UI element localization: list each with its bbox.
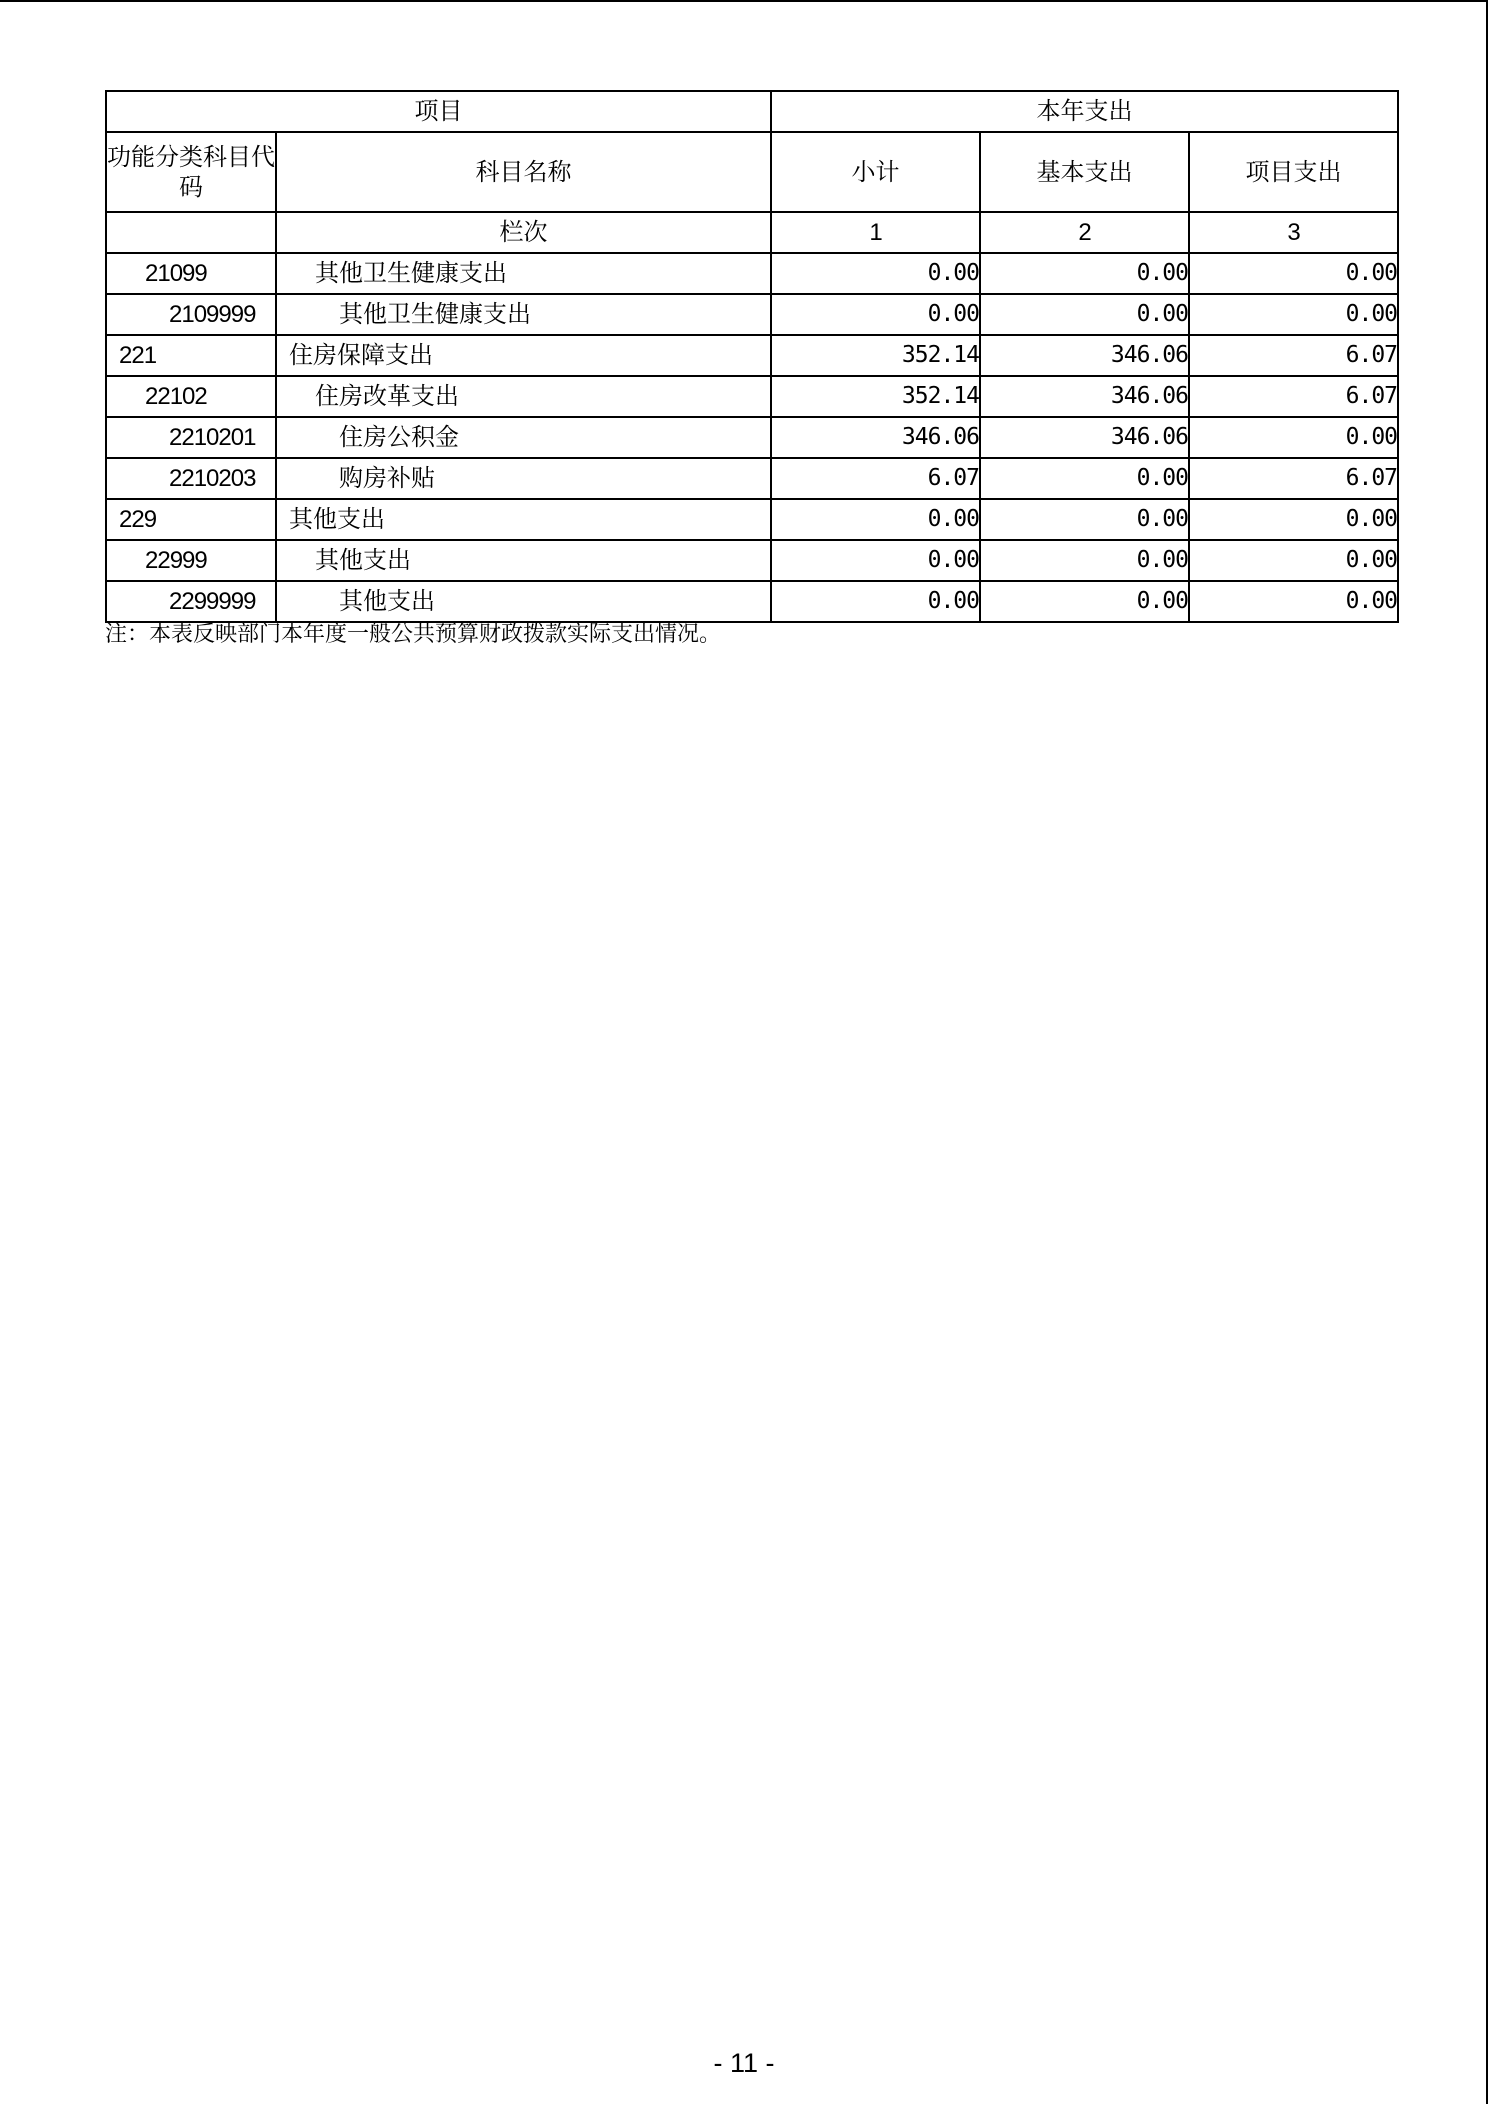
header-project-expense: 项目支出 bbox=[1189, 132, 1398, 212]
row-basic-expense: 0.00 bbox=[980, 458, 1189, 499]
table-row bbox=[106, 335, 1398, 376]
row-project-expense: 0.00 bbox=[1189, 294, 1398, 335]
header-subtotal: 小计 bbox=[771, 132, 980, 212]
row-name: 住房保障支出 bbox=[276, 335, 771, 376]
header-row-2 bbox=[106, 132, 1398, 212]
row-name: 其他卫生健康支出 bbox=[276, 294, 771, 335]
table-note: 注：本表反映部门本年度一般公共预算财政拨款实际支出情况。 bbox=[105, 622, 722, 647]
row-code: 2109999 bbox=[106, 294, 276, 335]
row-project-expense: 0.00 bbox=[1189, 540, 1398, 581]
row-project-expense: 6.07 bbox=[1189, 458, 1398, 499]
table-row bbox=[106, 376, 1398, 417]
table-row bbox=[106, 499, 1398, 540]
row-code: 2299999 bbox=[106, 581, 276, 622]
table-row bbox=[106, 294, 1398, 335]
row-basic-expense: 0.00 bbox=[980, 253, 1189, 294]
header-column-1: 1 bbox=[771, 212, 980, 253]
page-number: - 11 - bbox=[713, 2048, 775, 2078]
header-column-3: 3 bbox=[1189, 212, 1398, 253]
row-code: 2210203 bbox=[106, 458, 276, 499]
header-name: 科目名称 bbox=[276, 132, 771, 212]
expenditure-table bbox=[105, 90, 1399, 623]
row-subtotal: 346.06 bbox=[771, 417, 980, 458]
row-project-expense: 0.00 bbox=[1189, 581, 1398, 622]
row-name: 其他支出 bbox=[276, 581, 771, 622]
row-basic-expense: 0.00 bbox=[980, 294, 1189, 335]
table-row bbox=[106, 458, 1398, 499]
row-basic-expense: 346.06 bbox=[980, 417, 1189, 458]
row-name: 其他支出 bbox=[276, 540, 771, 581]
header-project: 项目 bbox=[106, 91, 771, 132]
row-basic-expense: 0.00 bbox=[980, 540, 1189, 581]
page-top-border bbox=[0, 0, 1488, 2]
row-subtotal: 0.00 bbox=[771, 253, 980, 294]
row-subtotal: 0.00 bbox=[771, 581, 980, 622]
header-column-index-label: 栏次 bbox=[276, 212, 771, 253]
table-row bbox=[106, 540, 1398, 581]
row-project-expense: 0.00 bbox=[1189, 417, 1398, 458]
row-name: 其他支出 bbox=[276, 499, 771, 540]
row-project-expense: 6.07 bbox=[1189, 335, 1398, 376]
row-subtotal: 352.14 bbox=[771, 335, 980, 376]
header-code: 功能分类科目代码 bbox=[106, 132, 276, 212]
row-subtotal: 352.14 bbox=[771, 376, 980, 417]
header-this-year-expense: 本年支出 bbox=[771, 91, 1398, 132]
row-code: 21099 bbox=[106, 253, 276, 294]
row-code: 22102 bbox=[106, 376, 276, 417]
row-subtotal: 0.00 bbox=[771, 499, 980, 540]
header-row-1 bbox=[106, 91, 1398, 132]
table-row bbox=[106, 581, 1398, 622]
row-code: 229 bbox=[106, 499, 276, 540]
table-row bbox=[106, 417, 1398, 458]
row-project-expense: 6.07 bbox=[1189, 376, 1398, 417]
row-basic-expense: 0.00 bbox=[980, 581, 1189, 622]
row-subtotal: 0.00 bbox=[771, 540, 980, 581]
header-row-3 bbox=[106, 212, 1398, 253]
row-code: 22999 bbox=[106, 540, 276, 581]
row-name: 其他卫生健康支出 bbox=[276, 253, 771, 294]
row-subtotal: 0.00 bbox=[771, 294, 980, 335]
row-subtotal: 6.07 bbox=[771, 458, 980, 499]
row-name: 购房补贴 bbox=[276, 458, 771, 499]
row-project-expense: 0.00 bbox=[1189, 253, 1398, 294]
header-column-blank bbox=[106, 212, 276, 253]
header-basic-expense: 基本支出 bbox=[980, 132, 1189, 212]
table-row bbox=[106, 253, 1398, 294]
header-column-2: 2 bbox=[980, 212, 1189, 253]
row-name: 住房改革支出 bbox=[276, 376, 771, 417]
row-code: 2210201 bbox=[106, 417, 276, 458]
row-basic-expense: 346.06 bbox=[980, 376, 1189, 417]
row-basic-expense: 0.00 bbox=[980, 499, 1189, 540]
row-basic-expense: 346.06 bbox=[980, 335, 1189, 376]
row-project-expense: 0.00 bbox=[1189, 499, 1398, 540]
row-code: 221 bbox=[106, 335, 276, 376]
row-name: 住房公积金 bbox=[276, 417, 771, 458]
